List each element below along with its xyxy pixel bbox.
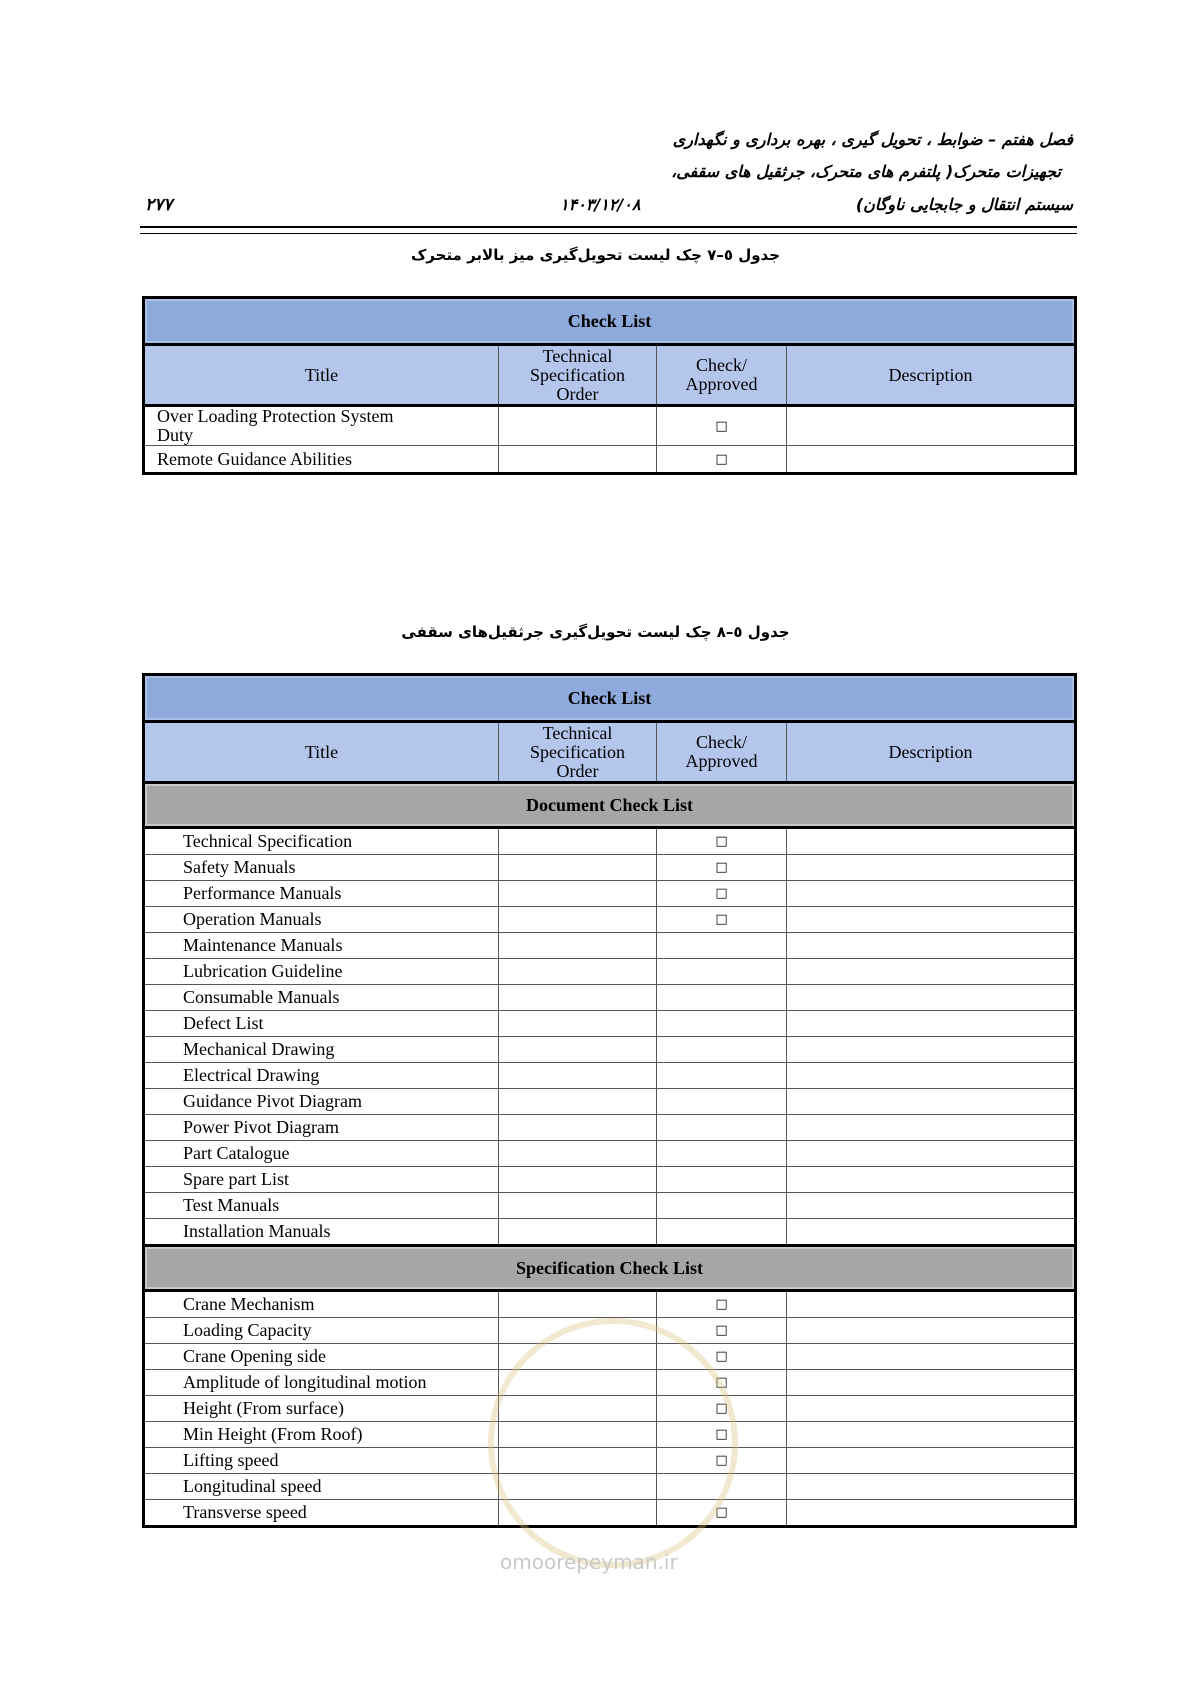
row-spec [499, 933, 657, 959]
row-title: Amplitude of longitudinal motion [144, 1370, 499, 1396]
table8-caption: جدول ٥–۸ چک لیست تحویل‌گیری جرثقیل‌های سقفی [401, 623, 790, 641]
table-row [144, 855, 1076, 881]
col-title: Title [144, 722, 499, 783]
row-spec [499, 1448, 657, 1474]
row-description [787, 985, 1076, 1011]
row-spec [499, 1115, 657, 1141]
row-title: Power Pivot Diagram [144, 1115, 499, 1141]
table-row [144, 1291, 1076, 1318]
row-description [787, 1193, 1076, 1219]
row-description [787, 828, 1076, 855]
checkbox[interactable]: □ [657, 1500, 787, 1527]
checkbox[interactable] [657, 1167, 787, 1193]
row-spec [499, 1422, 657, 1448]
table-row [144, 406, 1076, 446]
row-spec [499, 881, 657, 907]
table8-band: Check List [144, 675, 1076, 722]
checkbox[interactable]: □ [657, 1318, 787, 1344]
checkbox[interactable]: □ [657, 1370, 787, 1396]
table-row [144, 1141, 1076, 1167]
checkbox[interactable] [657, 959, 787, 985]
row-spec [499, 1474, 657, 1500]
table7-caption: جدول ٥–۷ چک لیست تحویل‌گیری میز بالابر متحرک [410, 246, 781, 264]
checkbox[interactable] [657, 1063, 787, 1089]
header-rule [140, 226, 1077, 228]
col-check: Check/ Approved [657, 722, 787, 783]
row-title: Height (From surface) [144, 1396, 499, 1422]
row-spec [499, 1344, 657, 1370]
row-spec [499, 1167, 657, 1193]
chapter-subtitle-cont: سیستم انتقال و جابجایی ناوگان) [855, 195, 1073, 214]
table-row [144, 1370, 1076, 1396]
checkbox[interactable] [657, 1193, 787, 1219]
table-row [144, 1344, 1076, 1370]
row-spec [499, 1370, 657, 1396]
checkbox[interactable] [657, 1219, 787, 1246]
col-spec: Technical Specification Order [499, 345, 657, 406]
table-row [144, 1063, 1076, 1089]
row-spec [499, 1011, 657, 1037]
table-row [144, 446, 1076, 474]
table-row [144, 828, 1076, 855]
row-title: Electrical Drawing [144, 1063, 499, 1089]
row-title: Remote Guidance Abilities [144, 446, 499, 474]
table7 [142, 296, 1077, 475]
row-spec [499, 1037, 657, 1063]
table-row [144, 959, 1076, 985]
row-description [787, 1063, 1076, 1089]
row-title: Safety Manuals [144, 855, 499, 881]
checkbox[interactable] [657, 985, 787, 1011]
chapter-subtitle: تجهیزات متحرک( پلتفرم های متحرک، جرثقیل های سقفی، [671, 162, 1061, 181]
checkbox[interactable]: □ [657, 881, 787, 907]
row-description [787, 1291, 1076, 1318]
table-row [144, 1167, 1076, 1193]
row-title: Lifting speed [144, 1448, 499, 1474]
row-spec [499, 1089, 657, 1115]
row-title: Longitudinal speed [144, 1474, 499, 1500]
row-spec [499, 828, 657, 855]
row-description [787, 1344, 1076, 1370]
table-row [144, 1500, 1076, 1527]
row-spec [499, 959, 657, 985]
row-spec [499, 1500, 657, 1527]
col-description: Description [787, 722, 1076, 783]
checkbox[interactable] [657, 1115, 787, 1141]
checkbox[interactable]: □ [657, 1422, 787, 1448]
row-title: Part Catalogue [144, 1141, 499, 1167]
row-spec [499, 1141, 657, 1167]
table-row [144, 933, 1076, 959]
row-spec [499, 446, 657, 474]
row-spec [499, 1291, 657, 1318]
row-spec [499, 1318, 657, 1344]
table8 [142, 673, 1077, 1528]
header-rule-thin [140, 233, 1077, 234]
table-row [144, 1011, 1076, 1037]
row-title: Maintenance Manuals [144, 933, 499, 959]
table-row [144, 985, 1076, 1011]
row-title: Min Height (From Roof) [144, 1422, 499, 1448]
table-row [144, 1448, 1076, 1474]
table-row [144, 1422, 1076, 1448]
checkbox[interactable]: □ [657, 855, 787, 881]
spec-section-row [144, 1246, 1076, 1291]
table-row [144, 1037, 1076, 1063]
row-title: Installation Manuals [144, 1219, 499, 1246]
row-title: Operation Manuals [144, 907, 499, 933]
row-description [787, 855, 1076, 881]
row-description [787, 1011, 1076, 1037]
row-description [787, 1219, 1076, 1246]
spec-section-title: Specification Check List [144, 1246, 1076, 1291]
row-description [787, 933, 1076, 959]
row-title: Mechanical Drawing [144, 1037, 499, 1063]
row-title: Defect List [144, 1011, 499, 1037]
table-row [144, 1115, 1076, 1141]
row-title: Consumable Manuals [144, 985, 499, 1011]
watermark-text: omoorepeyman.ir [500, 1550, 678, 1574]
row-description [787, 1141, 1076, 1167]
checkbox[interactable]: □ [657, 1291, 787, 1318]
checkbox[interactable] [657, 1011, 787, 1037]
page-number: ۲۷۷ [145, 195, 173, 215]
checkbox[interactable] [657, 1037, 787, 1063]
row-spec [499, 1193, 657, 1219]
checkbox[interactable]: □ [657, 828, 787, 855]
row-description [787, 1500, 1076, 1527]
table8-header-row [144, 722, 1076, 783]
row-description [787, 1474, 1076, 1500]
row-title: Crane Mechanism [144, 1291, 499, 1318]
table7-band: Check List [144, 298, 1076, 345]
row-description [787, 1396, 1076, 1422]
table-row [144, 1219, 1076, 1246]
row-title: Guidance Pivot Diagram [144, 1089, 499, 1115]
table-row [144, 1396, 1076, 1422]
table-row [144, 1089, 1076, 1115]
checkbox[interactable] [657, 1474, 787, 1500]
checkbox[interactable] [657, 1089, 787, 1115]
row-description [787, 1167, 1076, 1193]
row-title: Technical Specification [144, 828, 499, 855]
table-row [144, 1474, 1076, 1500]
row-spec [499, 1219, 657, 1246]
header-date: ۱۴۰۳/۱۲/۰۸ [560, 195, 641, 214]
row-spec [499, 907, 657, 933]
row-spec [499, 1063, 657, 1089]
checkbox[interactable]: □ [657, 1396, 787, 1422]
row-description [787, 1089, 1076, 1115]
document-section-title: Document Check List [144, 783, 1076, 828]
row-description [787, 1422, 1076, 1448]
col-description: Description [787, 345, 1076, 406]
checkbox[interactable]: □ [657, 1344, 787, 1370]
row-title: Spare part List [144, 1167, 499, 1193]
row-title: Crane Opening side [144, 1344, 499, 1370]
row-title: Transverse speed [144, 1500, 499, 1527]
checkbox[interactable]: □ [657, 406, 787, 446]
row-description [787, 406, 1076, 446]
row-spec [499, 855, 657, 881]
col-title: Title [144, 345, 499, 406]
checkbox[interactable]: □ [657, 907, 787, 933]
col-spec: Technical Specification Order [499, 722, 657, 783]
row-title: Lubrication Guideline [144, 959, 499, 985]
row-description [787, 1318, 1076, 1344]
table-row [144, 907, 1076, 933]
row-spec [499, 406, 657, 446]
row-description [787, 446, 1076, 474]
row-description [787, 1448, 1076, 1474]
row-description [787, 881, 1076, 907]
row-title: Performance Manuals [144, 881, 499, 907]
row-description [787, 959, 1076, 985]
row-description [787, 1115, 1076, 1141]
row-title: Over Loading Protection System Duty [144, 406, 499, 446]
table-row [144, 1193, 1076, 1219]
chapter-title: فصل هفتم – ضوابط ، تحویل گیری ، بهره برداری و نگهداری [672, 130, 1073, 149]
row-description [787, 907, 1076, 933]
table-row [144, 881, 1076, 907]
row-title: Loading Capacity [144, 1318, 499, 1344]
row-description [787, 1037, 1076, 1063]
row-description [787, 1370, 1076, 1396]
checkbox[interactable] [657, 1141, 787, 1167]
table7-header-row [144, 345, 1076, 406]
row-title: Test Manuals [144, 1193, 499, 1219]
checkbox[interactable]: □ [657, 446, 787, 474]
row-spec [499, 985, 657, 1011]
col-check: Check/ Approved [657, 345, 787, 406]
checkbox[interactable] [657, 933, 787, 959]
checkbox[interactable]: □ [657, 1448, 787, 1474]
row-spec [499, 1396, 657, 1422]
table-row [144, 1318, 1076, 1344]
document-section-row [144, 783, 1076, 828]
